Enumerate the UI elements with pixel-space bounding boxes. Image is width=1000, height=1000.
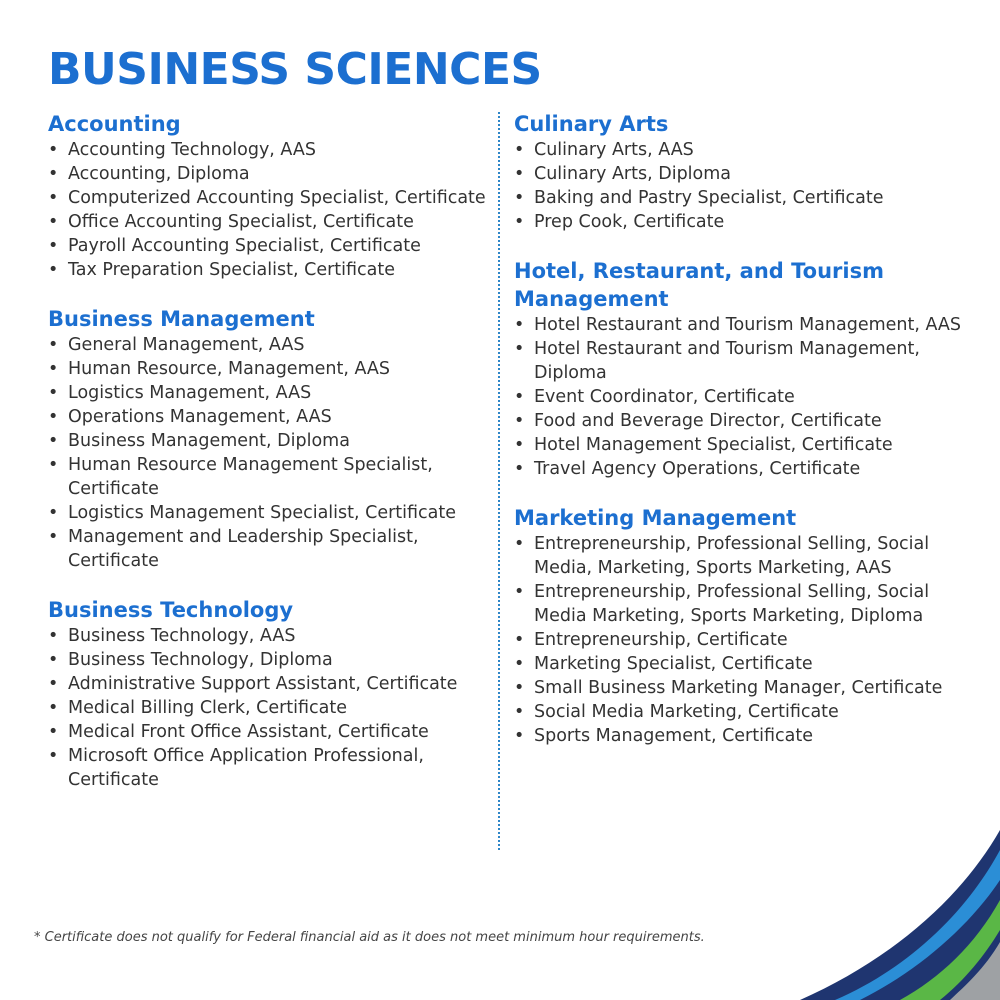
section-title: Marketing Management: [514, 506, 797, 530]
program-list: [514, 313, 964, 481]
program-item: • Event Coordinator, Certificate: [514, 385, 964, 409]
program-item: • Logistics Management Specialist, Certificate: [48, 501, 488, 525]
page-title: BUSINESS SCIENCES: [48, 44, 542, 95]
program-item: • Office Accounting Specialist, Certificate: [48, 210, 488, 234]
program-item: • Culinary Arts, Diploma: [514, 162, 964, 186]
section-title: Culinary Arts: [514, 112, 669, 136]
program-item: • Business Technology, AAS: [48, 624, 488, 648]
left-column: [48, 110, 488, 815]
program-item: • Business Management, Diploma: [48, 429, 488, 453]
program-item: • Accounting, Diploma: [48, 162, 488, 186]
program-item: • Payroll Accounting Specialist, Certificate: [48, 234, 488, 258]
section-title: Hotel, Restaurant, and Tourism Management: [514, 259, 884, 311]
program-item: • Logistics Management, AAS: [48, 381, 488, 405]
program-item: • Baking and Pastry Specialist, Certificate: [514, 186, 964, 210]
program-list: [514, 138, 964, 234]
program-item: • Human Resource, Management, AAS: [48, 357, 488, 381]
program-item: • Marketing Specialist, Certificate: [514, 652, 964, 676]
program-list: [48, 624, 488, 792]
program-item: • Human Resource Management Specialist, Certificate: [48, 453, 488, 501]
program-list: [514, 532, 964, 748]
program-item: • Entrepreneurship, Professional Selling, Social Media Marketing, Sports Marketing, Diploma: [514, 580, 964, 628]
program-list: [48, 333, 488, 573]
program-item: • Social Media Marketing, Certificate: [514, 700, 964, 724]
program-item: • Administrative Support Assistant, Certificate: [48, 672, 488, 696]
section-title: Business Technology: [48, 598, 294, 622]
section-hotel-restaurant-tourism: [514, 257, 964, 481]
program-item: • Small Business Marketing Manager, Certificate: [514, 676, 964, 700]
section-title: Accounting: [48, 112, 181, 136]
program-item: • Accounting Technology, AAS: [48, 138, 488, 162]
program-item: • Business Technology, Diploma: [48, 648, 488, 672]
program-item: • Medical Billing Clerk, Certificate: [48, 696, 488, 720]
section-marketing-management: [514, 504, 964, 748]
program-item: • General Management, AAS: [48, 333, 488, 357]
program-item: • Food and Beverage Director, Certificate: [514, 409, 964, 433]
section-title: Business Management: [48, 307, 315, 331]
program-list: [48, 138, 488, 282]
program-item: • Operations Management, AAS: [48, 405, 488, 429]
program-item: • Hotel Restaurant and Tourism Management, AAS: [514, 313, 964, 337]
program-item: • Hotel Restaurant and Tourism Management, Diploma: [514, 337, 964, 385]
section-business-management: [48, 305, 488, 573]
right-column: [514, 110, 964, 771]
section-culinary-arts: [514, 110, 964, 234]
program-item: • Microsoft Office Application Professional, Certificate: [48, 744, 488, 792]
decorative-swoosh-graphic: [760, 830, 1000, 1000]
program-item: • Medical Front Office Assistant, Certificate: [48, 720, 488, 744]
program-item: • Hotel Management Specialist, Certificate: [514, 433, 964, 457]
footnote: * Certificate does not qualify for Federal financial aid as it does not meet minimum hour requirements.: [34, 930, 705, 945]
program-item: • Prep Cook, Certificate: [514, 210, 964, 234]
column-divider: [498, 112, 500, 850]
program-item: • Sports Management, Certificate: [514, 724, 964, 748]
program-item: • Computerized Accounting Specialist, Certificate: [48, 186, 488, 210]
program-item: • Entrepreneurship, Professional Selling, Social Media, Marketing, Sports Marketing, AAS: [514, 532, 964, 580]
program-item: • Travel Agency Operations, Certificate: [514, 457, 964, 481]
section-business-technology: [48, 596, 488, 792]
program-item: • Culinary Arts, AAS: [514, 138, 964, 162]
section-accounting: [48, 110, 488, 282]
program-item: • Tax Preparation Specialist, Certificate: [48, 258, 488, 282]
program-item: • Entrepreneurship, Certificate: [514, 628, 964, 652]
program-item: • Management and Leadership Specialist, Certificate: [48, 525, 488, 573]
